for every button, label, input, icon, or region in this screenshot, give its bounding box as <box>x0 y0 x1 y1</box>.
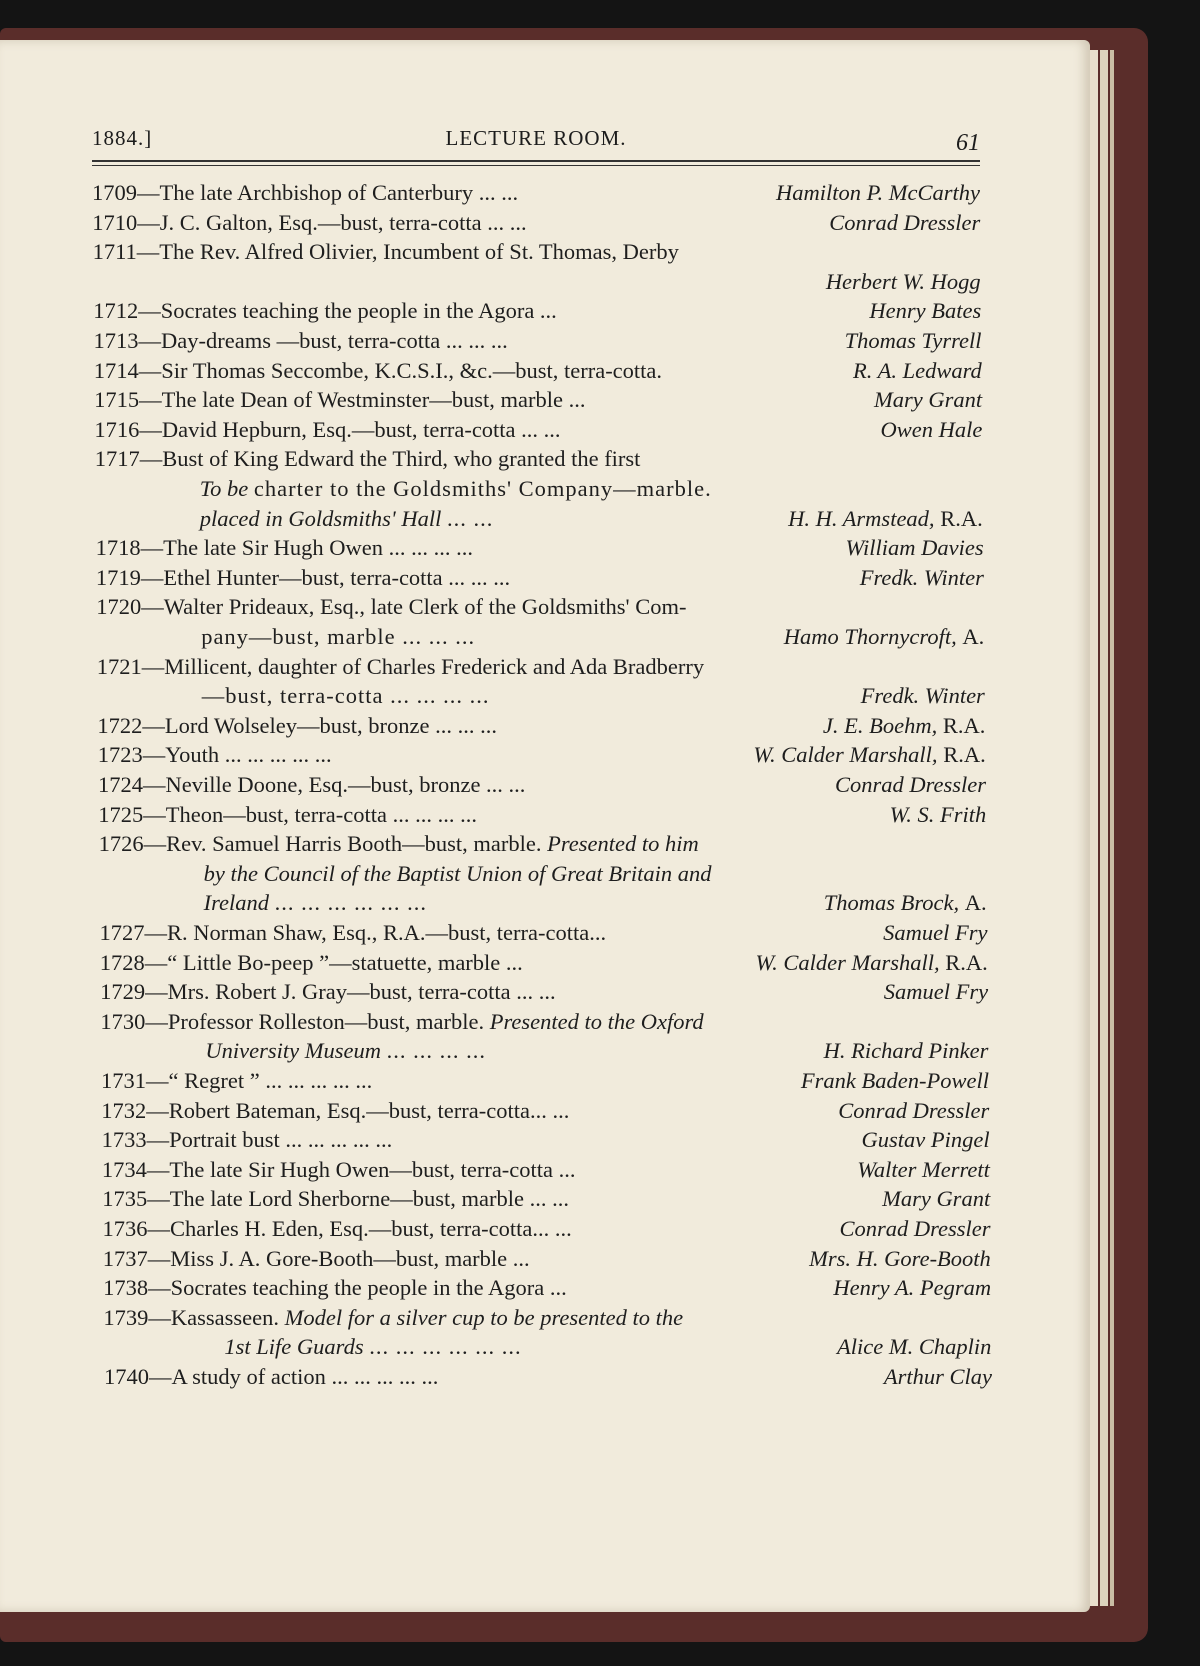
artist-name-text: Herbert W. Hogg <box>825 268 981 294</box>
page-edge <box>1100 50 1108 1606</box>
entry-number: 1730 <box>100 1008 146 1034</box>
artist-name <box>883 918 987 948</box>
entry-number: 1727 <box>99 920 145 945</box>
entry-text: ... ... ... ... ... ... <box>369 1334 522 1360</box>
artist-name <box>838 1096 989 1126</box>
entry-title: —Ethel Hunter—bust, terra-cotta ... ... ... <box>140 564 511 590</box>
catalogue-entry <box>101 1096 569 1126</box>
entry-number: 1721 <box>96 653 142 679</box>
catalogue-entry <box>95 444 641 474</box>
catalogue-entry <box>98 740 332 770</box>
entry-title: —The late Sir Hugh Owen—bust, terra-cotta ... <box>146 1156 576 1182</box>
catalogue-entry <box>93 237 679 267</box>
catalogue-entry <box>100 918 607 948</box>
artist-name-text: Conrad Dressler <box>834 772 986 797</box>
catalogue-entry <box>94 415 560 445</box>
artist-name-text: Thomas Brock, <box>823 890 960 916</box>
entry-number: 1722 <box>97 712 143 738</box>
entry-number: 1715 <box>94 387 140 413</box>
catalogue-entry <box>97 652 704 682</box>
entry-title: —Lord Wolseley—bust, bronze ... ... ... <box>142 712 497 738</box>
catalogue-entry <box>102 1155 576 1185</box>
entry-title: —Charles H. Eden, Esq.—bust, terra-cotta... ... <box>147 1216 572 1241</box>
entry-number: 1710 <box>92 209 138 235</box>
artist-name <box>837 1332 991 1362</box>
catalogue-entry <box>104 1362 438 1392</box>
catalogue-entry <box>100 1007 703 1037</box>
entry-continuation <box>202 681 490 711</box>
catalogue-entry <box>94 326 508 356</box>
artist-suffix: R.A. <box>942 712 986 738</box>
entry-note: Model for a silver cup to be presented to the <box>284 1304 684 1330</box>
entry-title: —The late Dean of Westminster—bust, marble ... <box>139 387 586 413</box>
artist-name <box>809 1244 991 1274</box>
catalogue-entry <box>97 711 497 741</box>
entry-text: charter to the Goldsmiths' Company—marble. <box>253 476 712 501</box>
entry-continuation <box>201 622 475 652</box>
catalogue-entry <box>98 770 525 800</box>
artist-name-text: Owen Hale <box>880 416 983 442</box>
entry-note: placed in Goldsmiths' Hall <box>199 505 442 531</box>
entry-continuation <box>200 474 712 504</box>
artist-name-text: R. A. Ledward <box>853 357 982 383</box>
artist-name <box>755 948 987 978</box>
entry-number: 1726 <box>98 831 144 857</box>
artist-name <box>835 770 986 800</box>
entry-title: —Millicent, daughter of Charles Frederick and Ada Bradberry <box>141 653 705 679</box>
entry-title: —David Hepburn, Esq.—bust, terra-cotta ... ... <box>139 416 561 442</box>
artist-name-text: Walter Merrett <box>857 1156 990 1182</box>
catalogue-entry <box>94 385 585 415</box>
entry-note: Ireland <box>203 890 269 916</box>
entry-title: —Miss J. A. Gore-Booth—bust, marble ... <box>147 1245 530 1271</box>
entry-title: —Theon—bust, terra-cotta ... ... ... ... <box>143 801 477 827</box>
entry-number: 1718 <box>95 535 141 561</box>
artist-name-text: Samuel Fry <box>883 979 989 1005</box>
entry-number: 1728 <box>99 949 145 975</box>
entry-text: pany—bust, marble ... ... ... <box>201 624 476 649</box>
artist-name <box>833 1273 991 1303</box>
entry-title: —The late Sir Hugh Owen ... ... ... ... <box>140 535 474 561</box>
artist-name-text: Arthur Clay <box>883 1364 992 1389</box>
entry-note: Presented to the Oxford <box>489 1008 704 1034</box>
catalogue-entry <box>101 1066 372 1096</box>
artist-name <box>839 1214 990 1244</box>
entry-number: 1733 <box>101 1127 147 1153</box>
entry-title: —“ Regret ” ... ... ... ... ... <box>146 1068 373 1093</box>
catalogue-entry <box>102 1125 393 1155</box>
artist-name <box>824 888 987 918</box>
entry-number: 1716 <box>94 416 140 442</box>
artist-name <box>846 533 984 563</box>
artist-name-text: Thomas Tyrrell <box>844 328 982 353</box>
artist-name <box>784 622 984 652</box>
entry-title: —Youth ... ... ... ... ... <box>142 742 332 768</box>
catalogue-entry <box>103 1273 567 1303</box>
entry-number: 1717 <box>94 446 140 472</box>
artist-name-text: J. E. Boehm, <box>822 712 938 738</box>
artist-name-text: Frank Baden-Powell <box>800 1068 989 1093</box>
entry-number: 1713 <box>93 328 139 353</box>
catalogue-entry <box>92 178 518 208</box>
entry-title: —Robert Bateman, Esq.—bust, terra-cotta... ... <box>146 1097 570 1123</box>
entry-continuation <box>205 1036 486 1066</box>
entry-continuation <box>224 1332 521 1362</box>
entry-number: 1739 <box>103 1304 149 1330</box>
catalogue-entry <box>100 948 523 978</box>
artist-name <box>860 563 984 593</box>
artist-name-text: W. Calder Marshall, <box>753 742 938 768</box>
artist-name <box>829 208 980 238</box>
entry-number: 1731 <box>101 1068 146 1093</box>
catalogue-entry <box>99 829 699 859</box>
artist-name-text: H. Richard Pinker <box>823 1038 989 1064</box>
artist-name <box>788 504 983 534</box>
artist-name-text: Hamo Thornycroft, <box>783 624 957 649</box>
entry-title: —Mrs. Robert J. Gray—bust, terra-cotta ... ... <box>145 979 556 1005</box>
entry-note: University Museum <box>205 1038 381 1064</box>
entry-title: —J. C. Galton, Esq.—bust, terra-cotta ... ... <box>137 209 527 235</box>
entry-text: ... ... ... ... ... ... <box>274 890 427 916</box>
entry-note: To be <box>199 476 249 501</box>
artist-name-text: Henry A. Pegram <box>833 1275 992 1301</box>
catalogue-entry <box>103 1303 683 1333</box>
catalogue-entry <box>102 1184 569 1214</box>
artist-name-text: Henry Bates <box>869 298 982 324</box>
artist-name-text: W. Calder Marshall, <box>755 949 940 975</box>
artist-name <box>826 267 981 297</box>
artist-name-text: Hamilton P. McCarthy <box>776 180 980 205</box>
artist-name-text: Alice M. Chaplin <box>837 1334 992 1360</box>
entry-title: —R. Norman Shaw, Esq., R.A.—bust, terra-cotta... <box>144 920 607 945</box>
artist-name <box>857 1155 990 1185</box>
entry-title: —Portrait bust ... ... ... ... ... <box>146 1127 393 1153</box>
artist-suffix: R.A. <box>945 949 988 975</box>
entry-continuation <box>204 859 712 889</box>
catalogue-entry <box>98 800 477 830</box>
artist-name <box>801 1066 989 1096</box>
entry-text: ... ... ... ... <box>386 1038 486 1064</box>
artist-name-text: Fredk. Winter <box>859 564 984 590</box>
catalogue-entry <box>92 208 526 238</box>
artist-name-text: Conrad Dressler <box>829 209 981 235</box>
entry-number: 1719 <box>95 564 141 590</box>
entry-title: —A study of action ... ... ... ... ... <box>149 1364 439 1389</box>
catalogue-entry <box>103 1244 530 1274</box>
artist-name <box>824 1036 989 1066</box>
artist-name <box>884 977 988 1007</box>
entry-continuation <box>204 888 427 918</box>
artist-name <box>776 178 980 208</box>
artist-suffix: R.A. <box>940 505 983 531</box>
artist-name-text: Mary Grant <box>873 387 983 413</box>
entry-title: —Sir Thomas Seccombe, K.C.S.I., &c.—bust, terra-cotta. <box>138 357 663 383</box>
entry-number: 1725 <box>98 801 144 827</box>
catalogue-entry <box>96 592 686 622</box>
entry-number: 1729 <box>100 979 146 1005</box>
artist-name <box>881 415 983 445</box>
catalogue-entry <box>103 1214 572 1244</box>
page-number: 61 <box>956 130 980 156</box>
artist-name-text: Gustav Pingel <box>861 1127 990 1153</box>
page-edge <box>1110 50 1114 1606</box>
entry-number: 1723 <box>97 742 143 768</box>
header-year: 1884.] <box>92 126 153 150</box>
entry-continuation <box>200 504 494 534</box>
catalogue-entry <box>100 977 556 1007</box>
entry-number: 1737 <box>102 1245 148 1271</box>
catalogue-entry <box>93 296 557 326</box>
entry-number: 1709 <box>92 180 137 205</box>
entry-number: 1736 <box>102 1216 148 1241</box>
entry-number: 1712 <box>93 298 139 324</box>
entry-title: —Rev. Samuel Harris Booth—bust, marble. <box>143 831 542 857</box>
artist-name <box>874 385 982 415</box>
artist-name <box>753 740 985 770</box>
artist-name-text: Mrs. H. Gore-Booth <box>809 1245 991 1271</box>
entry-title: —Socrates teaching the people in the Agora ... <box>148 1275 567 1301</box>
artist-name-text: Samuel Fry <box>883 920 988 945</box>
artist-name <box>862 1125 990 1155</box>
artist-name <box>853 356 982 386</box>
artist-name <box>845 326 982 356</box>
artist-name-text: W. S. Frith <box>889 801 987 827</box>
artist-name-text: H. H. Armstead, <box>788 505 935 531</box>
artist-name <box>823 711 985 741</box>
entry-number: 1711 <box>92 239 137 265</box>
catalogue-entry <box>96 533 473 563</box>
artist-name <box>884 1362 992 1392</box>
entry-note: 1st Life Guards <box>224 1334 364 1360</box>
entry-number: 1740 <box>104 1364 149 1389</box>
artist-name <box>890 800 987 830</box>
artist-suffix: A. <box>964 890 987 916</box>
entry-title: —The Rev. Alfred Olivier, Incumbent of St. Thomas, Derby <box>136 239 679 265</box>
entry-title: —Professor Rolleston—bust, marble. <box>145 1008 485 1034</box>
entry-title: —Kassasseen. <box>148 1304 279 1330</box>
artist-name-text: Fredk. Winter <box>860 683 985 709</box>
artist-name <box>869 296 981 326</box>
entry-text: ... ... <box>447 505 494 531</box>
entry-title: —The late Archbishop of Canterbury ... ... <box>137 180 519 205</box>
artist-suffix: A. <box>962 624 985 649</box>
entry-title: —Bust of King Edward the Third, who granted the first <box>139 446 641 472</box>
entry-number: 1738 <box>103 1275 149 1301</box>
entry-number: 1732 <box>101 1097 147 1123</box>
entry-number: 1714 <box>93 357 139 383</box>
catalogue-entry <box>94 356 662 386</box>
artist-name-text: Conrad Dressler <box>839 1216 991 1241</box>
artist-suffix: R.A. <box>943 742 986 768</box>
entry-title: —Socrates teaching the people in the Agora ... <box>138 298 557 324</box>
entry-title: —The late Lord Sherborne—bust, marble ... ... <box>147 1186 569 1212</box>
entry-number: 1720 <box>96 594 142 620</box>
entry-note: by the Council of the Baptist Union of Great Britain and <box>203 860 712 886</box>
entry-text: —bust, terra-cotta ... ... ... ... <box>201 683 490 709</box>
artist-name-text: Conrad Dressler <box>838 1097 990 1123</box>
entry-number: 1735 <box>102 1186 148 1212</box>
entry-number: 1734 <box>101 1156 147 1182</box>
entry-title: —Walter Prideaux, Esq., late Clerk of the Goldsmiths' Com- <box>141 594 687 620</box>
entry-title: —Day-dreams —bust, terra-cotta ... ... ... <box>138 328 508 353</box>
entry-title: —“ Little Bo-peep ”—statuette, marble ... <box>144 949 523 975</box>
entry-title: —Neville Doone, Esq.—bust, bronze ... ... <box>143 772 526 797</box>
entry-number: 1724 <box>98 772 143 797</box>
catalogue-entry <box>96 563 510 593</box>
artist-name-text: William Davies <box>845 535 984 561</box>
header-title: LECTURE ROOM. <box>445 126 627 150</box>
entry-note: Presented to him <box>547 831 699 857</box>
artist-name <box>861 681 985 711</box>
page-edge <box>1090 50 1098 1606</box>
artist-name-text: Mary Grant <box>882 1186 991 1212</box>
artist-name <box>882 1184 990 1214</box>
